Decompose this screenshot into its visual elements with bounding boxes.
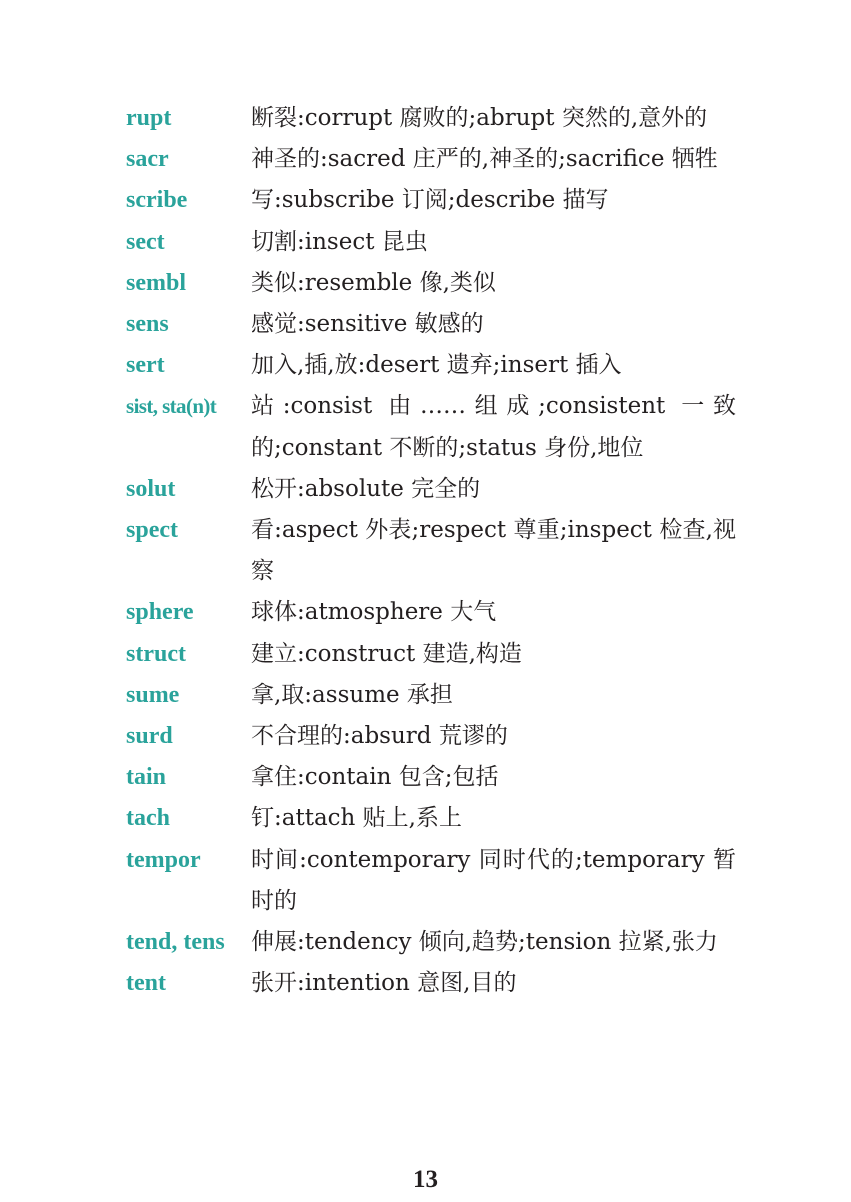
word-root: tain <box>126 764 167 791</box>
root-definition: 写:subscribe 订阅;describe 描写 <box>251 187 609 214</box>
list-item <box>126 386 736 468</box>
root-definition: 张开:intention 意图,目的 <box>251 970 517 997</box>
word-root-list <box>126 98 736 1004</box>
list-item <box>126 634 736 675</box>
word-root: sens <box>126 311 169 338</box>
list-item <box>126 675 736 716</box>
root-definition: 不合理的:absurd 荒谬的 <box>251 723 508 750</box>
list-item <box>126 98 736 139</box>
list-item <box>126 510 736 592</box>
word-root: scribe <box>126 187 188 214</box>
list-item <box>126 180 736 221</box>
root-definition: 建立:construct 建造,构造 <box>251 640 522 667</box>
list-item <box>126 469 736 510</box>
word-root: tempor <box>126 846 201 873</box>
root-definition: 加入,插,放:desert 遗弃;insert 插入 <box>251 352 622 379</box>
word-root: sect <box>126 228 165 255</box>
word-root: spect <box>126 517 178 544</box>
root-definition: 钉:attach 贴上,系上 <box>251 805 462 832</box>
word-root: sist, sta(n)t <box>126 394 217 419</box>
word-root: surd <box>126 723 173 750</box>
word-root: solut <box>126 475 176 502</box>
root-definition: 伸展:tendency 倾向,趋势;tension 拉紧,张力 <box>251 929 718 956</box>
list-item <box>126 798 736 839</box>
root-definition: 断裂:corrupt 腐败的;abrupt 突然的,意外的 <box>251 105 708 131</box>
word-root: tach <box>126 805 170 832</box>
list-item <box>126 345 736 386</box>
root-definition: 拿住:contain 包含;包括 <box>251 764 499 791</box>
list-item <box>126 922 736 963</box>
word-root: sume <box>126 681 180 708</box>
root-definition: 感觉:sensitive 敏感的 <box>251 311 484 338</box>
list-item <box>126 222 736 263</box>
word-root: sert <box>126 352 165 379</box>
word-root: rupt <box>126 105 172 131</box>
word-root: struct <box>126 640 186 667</box>
word-root: sacr <box>126 146 169 173</box>
list-item <box>126 716 736 757</box>
page-number: 13 <box>413 1166 438 1193</box>
root-definition: 类似:resemble 像,类似 <box>251 269 496 296</box>
root-definition: 切割:insect 昆虫 <box>251 228 428 255</box>
list-item <box>126 840 736 922</box>
root-definition: 时间:contemporary 同时代的;temporary 暂时的 <box>251 846 736 914</box>
list-item <box>126 757 736 798</box>
root-definition: 松开:absolute 完全的 <box>251 475 481 502</box>
list-item <box>126 304 736 345</box>
root-definition: 看:aspect 外表;respect 尊重;inspect 检查,视察 <box>251 517 736 585</box>
word-root: sphere <box>126 599 194 626</box>
list-item <box>126 592 736 633</box>
list-item <box>126 963 736 1004</box>
list-item <box>126 263 736 304</box>
root-definition: 站:consist 由……组成;consistent 一致的;constant 不断的;status 身份,地位 <box>251 393 736 461</box>
list-item <box>126 139 736 180</box>
word-root: tent <box>126 970 166 997</box>
root-definition: 神圣的:sacred 庄严的,神圣的;sacrifice 牺牲 <box>251 146 718 173</box>
word-root: tend, tens <box>126 929 225 956</box>
word-root: sembl <box>126 269 186 296</box>
root-definition: 拿,取:assume 承担 <box>251 681 453 708</box>
root-definition: 球体:atmosphere 大气 <box>251 599 497 626</box>
